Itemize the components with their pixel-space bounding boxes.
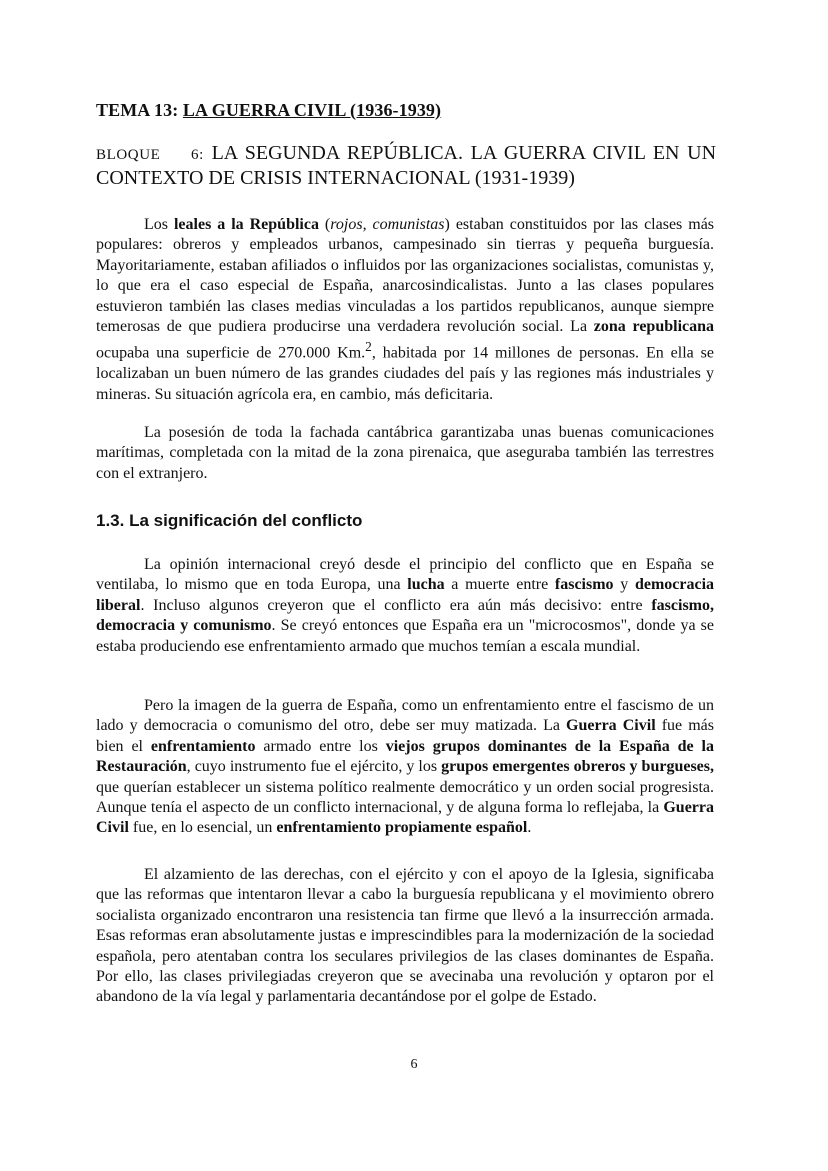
tema-prefix: TEMA 13:: [96, 100, 183, 120]
section-alzamiento: [96, 865, 714, 1008]
bold-run: leales a la República: [173, 216, 319, 233]
text-run: armado entre los: [255, 737, 386, 755]
bold-run: Guerra Civil: [96, 799, 714, 837]
text-run: y: [613, 576, 635, 594]
text-run: fue más bien el: [96, 717, 715, 755]
text-run: a muerte entre: [444, 576, 555, 594]
section-imagen: [96, 696, 714, 839]
text-run: (: [318, 216, 331, 233]
bold-run: viejos grupos dominantes de la España de la Restauración: [96, 737, 715, 776]
bloque-label: BLOQUE: [96, 147, 161, 163]
superscript: 2: [365, 339, 372, 355]
bloque-number: 6:: [191, 147, 204, 163]
text-run: .: [527, 819, 532, 837]
bloque-heading: [96, 142, 716, 190]
section-fachada: [96, 423, 714, 484]
bold-run: fascismo: [554, 576, 614, 594]
section-opinion: [96, 555, 714, 657]
bold-run: democracia liberal: [96, 576, 715, 614]
bold-run: fascismo, democracia y comunismo: [96, 596, 714, 635]
text-run: . Se creyó entonces que España era un "microcosmos", donde ya se estaba produciendo ese enfrentamiento armado que muchos temían a escala mundial.: [96, 617, 714, 655]
text-run: , habitada por 14 millones de personas. En ella se localizaban un buen número de las grandes ciudades del país y las regiones más industriales y mineras. Su situación agrícola era, en cambio, más deficitaria.: [96, 344, 714, 403]
text-run: fue, en lo esencial, un: [128, 819, 277, 837]
bold-run: grupos emergentes obreros y burgueses,: [441, 758, 714, 776]
text-run: ocupaba una superficie de 270.000 Km.: [96, 344, 366, 362]
bloque-title: LA SEGUNDA REPÚBLICA. LA GUERRA CIVIL EN UN CONTEXTO DE CRISIS INTERNACIONAL (1931-1939): [96, 142, 717, 189]
paragraph-leales: [96, 215, 714, 405]
paragraph-opinion: [96, 555, 714, 657]
text-run: El alzamiento de las derechas, con el ejército y con el apoyo de la Iglesia, significaba que las reformas que intentaron llevar a cabo la burguesía republicana y el movimiento obrero socialista organizado encontraron una resistencia tan firme que llevó a la insurrección armada. Esas reformas eran absolutamente justas e imprescindibles para la modernización de la sociedad española, pero atentaban contra los seculares privilegios de las clases dominantes de España. Por ello, las clases privilegiadas creyeron que se avecinaba una revolución y optaron por el abandono de la vía legal y parlamentaria decantándose por el golpe de Estado.: [96, 866, 714, 1006]
tema-title: [96, 100, 441, 121]
paragraph-imagen: [96, 696, 714, 839]
bold-run: enfrentamiento propiamente español: [276, 819, 528, 837]
italic-run: rojos, comunistas: [330, 216, 445, 233]
bold-run: lucha: [407, 576, 445, 594]
text-run: La opinión internacional creyó desde el principio del conflicto que en España se ventilaba, lo mismo que en toda Europa, una: [96, 556, 714, 594]
section-heading: 1.3. La significación del conflicto: [96, 511, 363, 530]
text-run: ) estaban constituidos por las clases más populares: obreros y empleados urbanos, campesinado sin tierras y pequeña burguesía. Mayoritariamente, estaban afiliados o influidos por las organizaciones socialistas, comunistas y, lo que era el caso especial de España, anarcosindicalistas. Junto a las clases populares estuvieron también las clases medias vinculadas a los partidos republicanos, aunque siempre temerosas de que pudiera producirse una verdadera revolución social. La: [96, 216, 715, 336]
text-run: , cuyo instrumento fue el ejército, y los: [186, 758, 442, 776]
paragraph-fachada: [96, 423, 714, 484]
text-run: La posesión de toda la fachada cantábrica garantizaba unas buenas comunicaciones marítimas, completada con la mitad de la zona pirenaica, que aseguraba también las terrestres con el extranjero.: [96, 424, 714, 482]
section-leales: [96, 215, 714, 405]
bold-run: Guerra Civil: [566, 717, 656, 735]
paragraph-alzamiento: [96, 865, 714, 1008]
text-run: . Incluso algunos creyeron que el conflicto era aún más decisivo: entre: [140, 596, 652, 614]
tema-title-text: LA GUERRA CIVIL (1936-1939): [182, 100, 442, 120]
page-number: 6: [410, 1057, 418, 1072]
bold-run: enfrentamiento: [150, 737, 256, 755]
bold-run: zona republicana: [593, 318, 715, 336]
text-run: Los: [144, 216, 174, 233]
text-run: Pero la imagen de la guerra de España, como un enfrentamiento entre el fascismo de un lado y democracia o comunismo del otro, debe ser muy matizada. La: [96, 697, 714, 735]
text-run: que querían establecer un sistema político realmente democrático y un orden social progresista. Aunque tenía el aspecto de un conflicto internacional, y de alguna forma lo reflejaba, la: [96, 778, 714, 817]
